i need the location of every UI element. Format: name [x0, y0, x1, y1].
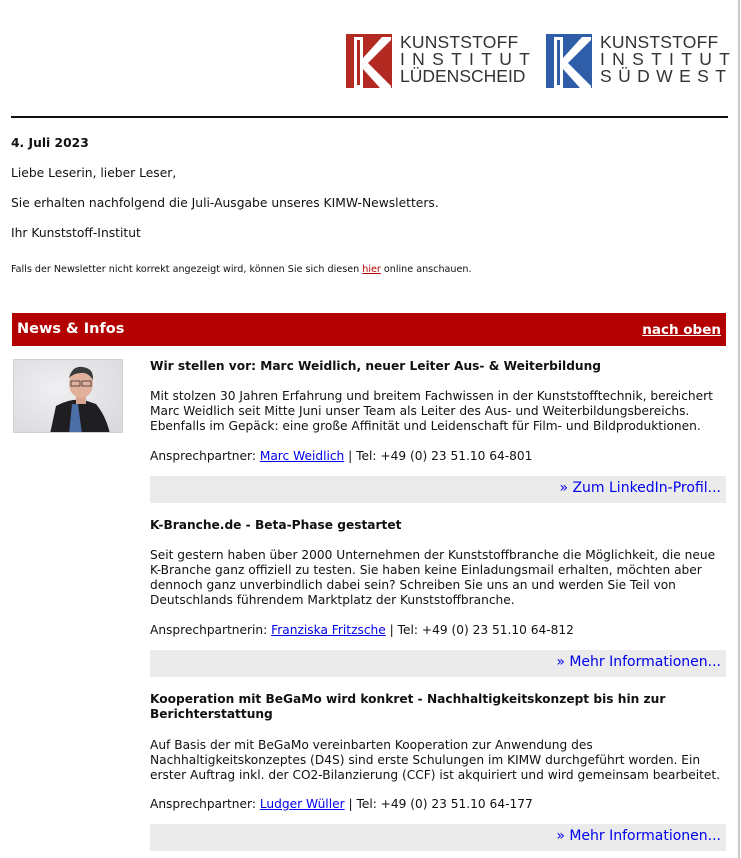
issue-date: 4. Juli 2023: [11, 136, 89, 150]
window-edge: [738, 0, 740, 858]
more-info-link[interactable]: » Mehr Informationen...: [556, 654, 721, 670]
article-contact: [150, 623, 574, 638]
logo-line-1: KUNSTSTOFF: [600, 32, 719, 52]
header-logos: [346, 32, 738, 92]
online-view-link[interactable]: hier: [362, 264, 381, 275]
section-title: News & Infos: [17, 321, 125, 337]
contact-name-link[interactable]: Franziska Fritzsche: [271, 623, 386, 637]
contact-label: Ansprechpartner:: [150, 797, 260, 811]
article-title: K-Branche.de - Beta-Phase gestartet: [150, 518, 402, 532]
k-logo-mark-blue-icon: [546, 34, 592, 88]
logo-line-2: INSTITUT: [400, 49, 538, 69]
intro: [11, 136, 731, 275]
logo-line-3: SÜDWEST: [600, 66, 733, 86]
more-bar: [150, 824, 726, 851]
section-header-news: [12, 313, 726, 346]
hint-text-after: online anschauen.: [380, 264, 472, 275]
article-contact: [150, 797, 533, 812]
back-to-top-link[interactable]: nach oben: [642, 322, 721, 338]
k-logo-mark-red-icon: [346, 34, 392, 88]
marc-weidlich-photo: [13, 359, 123, 433]
hint-text-before: Falls der Newsletter nicht korrekt angezeigt wird, können Sie sich diesen: [11, 264, 363, 275]
contact-name-link[interactable]: Marc Weidlich: [259, 449, 345, 463]
article-body: Auf Basis der mit BeGaMo vereinbarten Kooperation zur Anwendung des Nachhaltigkeitskonzeptes (D4S) sind erste Schulungen im KIMW durchgeführt worden. Ein erster Auftrag inkl. der CO2-Bilanzierung (CCF) ist akquiriert und wird gemeinsam bearbeitet.: [150, 738, 721, 782]
linkedin-profile-link[interactable]: » Zum LinkedIn-Profil...: [559, 480, 721, 496]
logo-text: [400, 34, 537, 85]
logo-line-2: INSTITUT: [600, 49, 738, 69]
contact-phone: | Tel: +49 (0) 23 51.10 64-801: [344, 449, 533, 463]
article-body: Mit stolzen 30 Jahren Erfahrung und breitem Fachwissen in der Kunststofftechnik, bereichert Marc Weidlich seit Mitte Juni unser Team als Leiter des Aus- und Weiterbildungsbereichs. Ebenfalls im Gepäck: eine große Affinität und Leidenschaft für Film- und Bildproduktionen.: [150, 389, 713, 433]
more-info-link[interactable]: » Mehr Informationen...: [556, 828, 721, 844]
logo-text: [600, 34, 737, 85]
logo-line-3: LÜDENSCHEID: [400, 66, 526, 86]
greeting: Liebe Leserin, lieber Leser,: [11, 166, 177, 180]
logo-line-1: KUNSTSTOFF: [400, 32, 519, 52]
contact-phone: | Tel: +49 (0) 23 51.10 64-812: [385, 623, 574, 637]
article-contact: [150, 449, 532, 464]
contact-name-link[interactable]: Ludger Wüller: [259, 797, 345, 811]
contact-label: Ansprechpartner:: [150, 449, 260, 463]
logo-kunststoff-institut-luedenscheid[interactable]: [346, 34, 537, 90]
more-bar: [150, 476, 726, 503]
lead-text: Sie erhalten nachfolgend die Juli-Ausgabe unseres KIMW-Newsletters.: [11, 196, 439, 210]
contact-phone: | Tel: +49 (0) 23 51.10 64-177: [344, 797, 533, 811]
header-divider: [11, 116, 728, 118]
signature: Ihr Kunststoff-Institut: [11, 226, 141, 240]
logo-kunststoff-institut-suedwest[interactable]: [546, 34, 737, 90]
online-view-hint: [11, 264, 472, 275]
contact-label: Ansprechpartnerin:: [150, 623, 272, 637]
article-body: Seit gestern haben über 2000 Unternehmen der Kunststoffbranche die Möglichkeit, die neue K-Branche ganz offiziell zu testen. Sie haben keine Einladungsmail erhalten, möchten aber dennoch ganz unverbindlich dabei sein? Schreiben Sie uns an und werden Sie Teil von Deutschlands führendem Marktplatz der Kunststoffbranche.: [150, 548, 716, 607]
more-bar: [150, 650, 726, 677]
article-title: Kooperation mit BeGaMo wird konkret - Nachhaltigkeitskonzept bis hin zur Berichterstattung: [150, 692, 666, 721]
article-title: Wir stellen vor: Marc Weidlich, neuer Leiter Aus- & Weiterbildung: [150, 359, 602, 373]
